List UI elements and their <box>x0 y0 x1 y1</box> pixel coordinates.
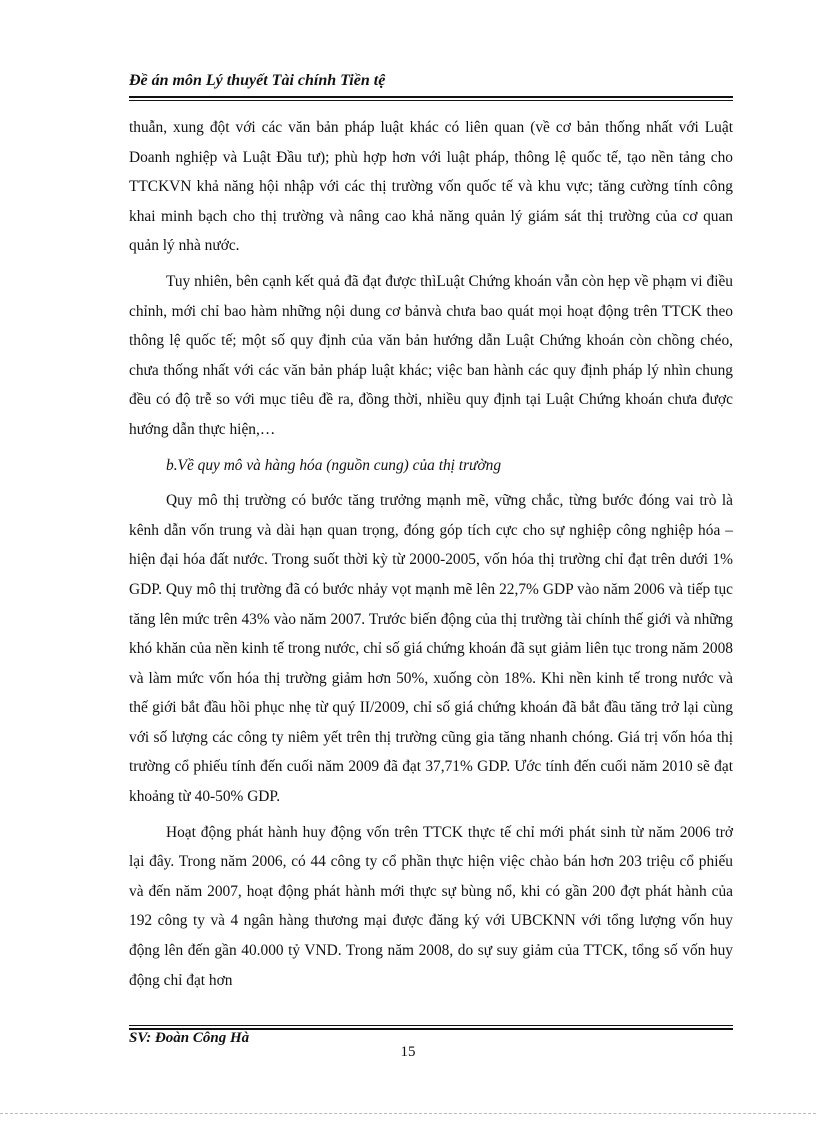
page-number: 15 <box>400 1044 416 1060</box>
document-body <box>129 113 733 995</box>
footer-author: SV: Đoàn Công Hà <box>129 1030 250 1046</box>
section-heading: b.Về quy mô và hàng hóa (nguồn cung) của thị trường <box>166 456 502 474</box>
paragraph-continued: thuẫn, xung đột với các văn bản pháp luật khác có liên quan (về cơ bản thống nhất với Luật Doanh nghiệp và Luật Đầu tư); phù hợp hơn với luật pháp, thông lệ quốc tế, tạo nền tảng cho TTCKVN khả năng hội nhập với các thị trường vốn quốc tế và khu vực; tăng cường tính công khai minh bạch cho thị trường và nâng cao khả năng quản lý giám sát thị trường của cơ quan quản lý nhà nước. <box>129 119 733 255</box>
page-break-line <box>0 1113 816 1114</box>
paragraph: Tuy nhiên, bên cạnh kết quả đã đạt được thìLuật Chứng khoán vẫn còn hẹp về phạm vi điều chỉnh, mới chỉ bao hàm những nội dung cơ bảnvà chưa bao quát mọi hoạt động trên TTCK theo thông lệ quốc tế; một số quy định của văn bản hướng dẫn Luật Chứng khoán còn chồng chéo, chưa thống nhất với các văn bản pháp luật khác; việc ban hành các quy định pháp lý nhìn chung đều có độ trễ so với mục tiêu đề ra, đồng thời, nhiều quy định tại Luật Chứng khoán chưa được hướng dẫn thực hiện,… <box>129 272 733 438</box>
paragraph: Quy mô thị trường có bước tăng trưởng mạnh mẽ, vững chắc, từng bước đóng vai trò là kênh dẫn vốn trung và dài hạn quan trọng, đóng góp tích cực cho sự nghiệp công nghiệp hóa – hiện đại hóa đất nước. Trong suốt thời kỳ từ 2000-2005, vốn hóa thị trường chỉ đạt trên dưới 1% GDP. Quy mô thị trường đã có bước nhảy vọt mạnh mẽ lên 22,7% GDP vào năm 2006 và tiếp tục tăng lên mức trên 43% vào năm 2007. Trước biến động của thị trường tài chính thế giới và những khó khăn của nền kinh tế trong nước, chỉ số giá chứng khoán đã sụt giảm liên tục trong năm 2008 và làm mức vốn hóa thị trường giảm hơn 50%, xuống còn 18%. Khi nền kinh tế trong nước và thế giới bắt đầu hồi phục nhẹ từ quý II/2009, chỉ số giá chứng khoán đã bắt đầu tăng trở lại cùng với số lượng các công ty niêm yết trên thị trường cũng gia tăng nhanh chóng. Giá trị vốn hóa thị trường cổ phiếu tính đến cuối năm 2009 đã đạt 37,71% GDP. Ước tính đến cuối năm 2010 sẽ đạt khoảng từ 40-50% GDP. <box>129 492 733 806</box>
document-header-title: Đề án môn Lý thuyết Tài chính Tiền tệ <box>129 72 386 89</box>
header-double-rule <box>129 96 733 101</box>
paragraph: Hoạt động phát hành huy động vốn trên TTCK thực tế chỉ mới phát sinh từ năm 2006 trở lại đây. Trong năm 2006, có 44 công ty cổ phần thực hiện việc chào bán hơn 203 triệu cổ phiếu và đến năm 2007, hoạt động phát hành mới thực sự bùng nổ, khi có gần 200 đợt phát hành của 192 công ty và 4 ngân hàng thương mại được đăng ký với UBCKNN với tổng lượng vốn huy động lên đến gần 40.000 tỷ VND. Trong năm 2008, do sự suy giảm của TTCK, tổng số vốn huy động chỉ đạt hơn <box>129 823 733 989</box>
